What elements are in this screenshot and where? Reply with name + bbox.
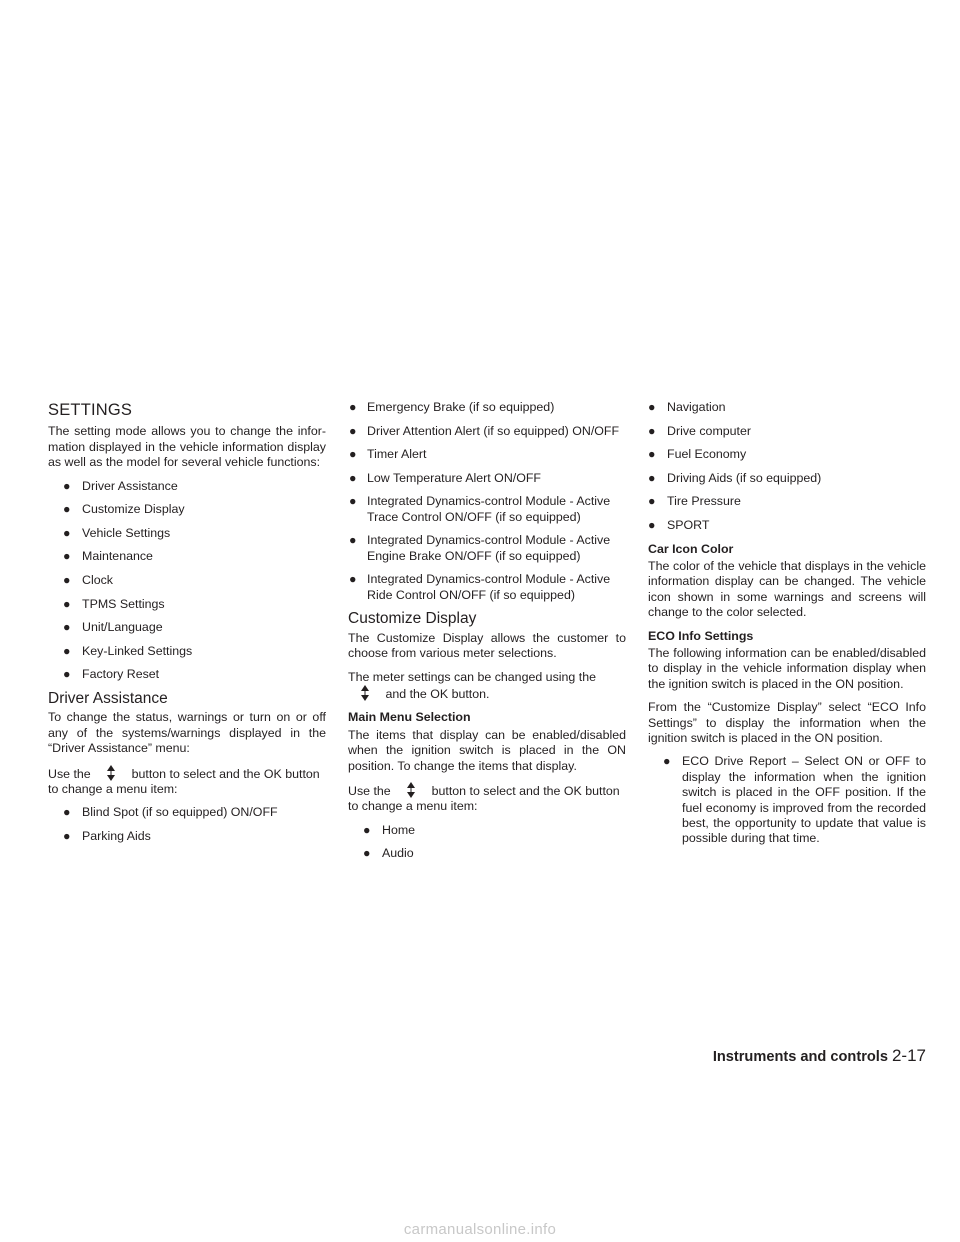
section-label: Instruments and controls <box>712 1049 888 1065</box>
column-right <box>648 400 926 855</box>
list-item: ● Timer Alert <box>349 447 427 462</box>
list-item: ● Customize Display <box>63 502 185 517</box>
bullet-icon: ● <box>648 494 656 509</box>
bullet-icon: ● <box>648 447 656 462</box>
bullet-icon: ● <box>648 423 656 438</box>
settings-list <box>48 479 326 683</box>
list-item: ● Drive computer <box>648 423 752 438</box>
list-item: ● ECO Drive Report – Select ON or OFF to display the information when the ignition switch is placed in the OFF position. If the fuel economy is improved from the recorded best, the opportunity to update that value is possible during that time. <box>663 754 926 846</box>
main-menu-list-b <box>648 400 926 533</box>
list-item: ● Factory Reset <box>63 667 160 682</box>
bullet-icon: ● <box>363 822 371 837</box>
customize-display-intro: The Customize Display allows the customer to choose from various meter selections. <box>348 630 626 661</box>
eco-info-list <box>648 754 926 846</box>
meter-settings-text: The meter settings can be changed using the and the OK button. <box>348 669 596 701</box>
settings-intro: The setting mode allows you to change the information displayed in the vehicle information display as well as the model for several vehicle functions: <box>48 424 326 470</box>
main-menu-heading: Main Menu Selection <box>348 710 471 725</box>
bullet-icon: ● <box>648 517 656 532</box>
page-number: 2-17 <box>891 1046 926 1065</box>
list-item: ● Emergency Brake (if so equipped) <box>349 400 555 414</box>
bullet-icon: ● <box>648 470 656 485</box>
list-item: ● Clock <box>63 573 113 587</box>
bullet-icon: ● <box>63 829 71 843</box>
list-item: ● Parking Aids <box>63 829 151 843</box>
settings-heading: SETTINGS <box>48 401 133 419</box>
car-icon-color-text: The color of the vehicle that displays in the vehicle information display can be changed. The vehicle icon shown in some warnings and screens will change to the color selected. <box>648 558 926 620</box>
watermark: carmanualsonline.info <box>403 1221 557 1238</box>
car-icon-color-heading: Car Icon Color <box>648 541 734 556</box>
list-item: ● Unit/Language <box>63 620 163 635</box>
list-item: ● Audio <box>363 846 414 861</box>
list-item: ● Low Temperature Alert ON/OFF <box>349 470 541 485</box>
column-middle <box>348 400 626 870</box>
bullet-icon: ● <box>63 596 71 611</box>
bullet-icon: ● <box>63 478 71 493</box>
up-down-arrow-icon <box>394 782 428 798</box>
bullet-icon: ● <box>63 525 71 540</box>
driver-assistance-list-a <box>48 805 326 844</box>
eco-info-text-1: The following information can be enabled/disabled to display in the vehicle information display when the ignition switch is placed in the ON position. <box>648 646 926 691</box>
driver-assistance-list-b <box>348 400 626 603</box>
list-item: ● Integrated Dynamics-control Module - Active Trace Control ON/OFF (if so equipped) <box>349 494 611 524</box>
bullet-icon: ● <box>349 447 357 462</box>
bullet-icon: ● <box>648 400 656 414</box>
list-item: ● Key-Linked Settings <box>63 643 193 658</box>
list-item: ● Driving Aids (if so equipped) <box>648 470 822 485</box>
column-left <box>48 400 326 853</box>
bullet-icon: ● <box>63 502 71 517</box>
list-item: ● Navigation <box>648 400 726 414</box>
up-down-arrow-icon <box>348 685 382 701</box>
bullet-icon: ● <box>349 400 357 414</box>
list-item: ● Integrated Dynamics-control Module - Active Engine Brake ON/OFF (if so equipped) <box>349 533 611 563</box>
main-menu-list-a <box>348 823 626 862</box>
customize-display-heading: Customize Display <box>348 610 477 628</box>
list-item: ● Maintenance <box>63 549 153 564</box>
bullet-icon: ● <box>63 620 71 635</box>
main-menu-text: The items that display can be enabled/disabled when the ignition switch is placed in the ON position. To change the items that display. <box>348 727 626 773</box>
list-item: ● Driver Attention Alert (if so equipped) ON/OFF <box>349 423 620 438</box>
up-down-arrow-icon <box>94 765 128 781</box>
bullet-icon: ● <box>63 643 71 658</box>
bullet-icon: ● <box>363 846 371 861</box>
driver-assistance-instruction: Use the button to select and the OK button to change a menu item: <box>48 766 320 796</box>
bullet-icon: ● <box>349 470 357 485</box>
bullet-icon: ● <box>349 423 357 438</box>
list-item: ● Integrated Dynamics-control Module - Active Ride Control ON/OFF (if so equipped) <box>349 572 611 602</box>
list-item: ● Vehicle Settings <box>63 525 171 540</box>
list-item: ● Driver Assistance <box>63 478 178 493</box>
bullet-icon: ● <box>349 572 357 587</box>
list-item: ● Home <box>363 822 416 837</box>
list-item: ● TPMS Settings <box>63 596 165 611</box>
driver-assistance-heading: Driver Assistance <box>48 689 168 707</box>
list-item: ● Tire Pressure <box>648 494 741 509</box>
list-item: ● Blind Spot (if so equipped) ON/OFF <box>63 805 278 820</box>
bullet-icon: ● <box>63 667 71 682</box>
main-menu-instruction: Use the button to select and the OK button to change a menu item: <box>348 784 620 814</box>
bullet-icon: ● <box>63 549 71 564</box>
bullet-icon: ● <box>663 754 671 769</box>
bullet-icon: ● <box>63 573 71 587</box>
list-item: ● SPORT <box>648 517 710 532</box>
bullet-icon: ● <box>349 494 357 509</box>
list-item: ● Fuel Economy <box>648 447 747 462</box>
eco-info-heading: ECO Info Settings <box>648 628 754 643</box>
driver-assistance-intro: To change the status, warnings or turn on or off any of the systems/warnings displayed in the “Driver Assistance” menu: <box>48 710 326 756</box>
bullet-icon: ● <box>349 533 357 548</box>
page-footer <box>646 1046 926 1066</box>
bullet-icon: ● <box>63 805 71 820</box>
eco-info-text-2: From the “Customize Display” select “ECO Info Settings” to display the information when the ignition switch is placed in the ON position. <box>648 700 926 746</box>
